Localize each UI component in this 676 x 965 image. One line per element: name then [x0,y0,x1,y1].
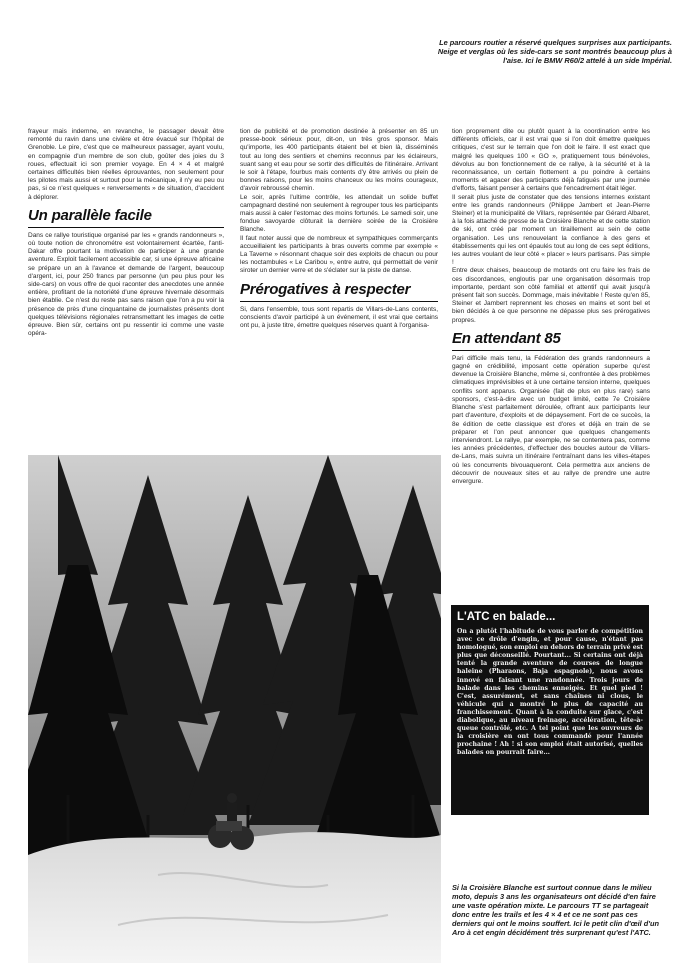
sidebar-body: On a plutôt l'habitude de vous parler de compétition avec ce drôle d'engin, et pour cause, n'étant pas homologué, son emploi en dehors de terrain privé est plus que déconseillé. Pourtant... Si certains ont déjà tenté la grande aventure de courses de longue haleine (Pharaons, Baja espagnole), nous avons innové en faisant une randonnée. Trois jours de balade dans les chemins enneigés. Et quel pied ! C'est, assurément, et sans chaînes ni clous, le véhicule qui a montré le plus de capacité au franchissement. Quant à la conduite sur glace, c'est diabolique, au niveau freinage, accélération, tête-à-queue contrôlé, etc. A tel point que les ouvreurs de la croisière en ont tous commandé pour l'année prochaine ! Ah ! si son emploi était autorisé, quelles balades on pourrait faire... [457,628,643,757]
paragraph: Entre deux chaises, beaucoup de motards ont cru faire les frais de ces discordances, engloutis par une organisation désormais trop importante, perdant son côté familial et attentif qui avait jusqu'à présent fait son succès. Dommage, mais inévitable ! Reste qu'en 85, Steiner et Jambert reprennent les choses en mains et sont bel et bien décidés à ce que personne ne dépasse plus ses prérogatives propres. [452,267,650,324]
snow-forest-photo [28,455,441,963]
sidebar-box-atc [451,605,649,815]
paragraph: frayeur mais indemne, en revanche, le passager devait être remonté du ravin dans une civière et être évacué sur l'hôpital de Grenoble. Le pire, c'est que ce malheureux passager, ayant voulu, en compagnie d'un membre de son club, goûter des joies du 3 roues, effectuait ici son premier voyage. En 4 × 4 et malgré certaines difficultés bien réelles éprouvantes, non seulement pour les pilotes mais aussi et surtout pour la mécanique, il n'y eu peu ou pas, si ce n'est quelques « renversements » de situation, d'accident à déplorer. [28,128,224,201]
sidebar-title: L'ATC en balade... [457,611,556,623]
paragraph: Il faut noter aussi que de nombreux et sympathiques commerçants accueillaient les participants à bras ouverts comme par exemple « La Taverne » résonnant chaque soir des exploits de chacun ou pour les noctambules « Le Caribou », entre autre, qui permettait de venir siroter un dernier verre et de s'éclater sur la piste de danse. [240,234,438,275]
photo-caption-top: Le parcours routier a réservé quelques surprises aux participants. Neige et verglas où les side-cars se sont montrés beaucoup plus à l'aise. Ici le BMW R60/2 attelé à un side Impérial. [437,38,672,65]
article-column-2 [240,128,438,330]
article-column-1 [28,128,224,338]
paragraph: Pari difficile mais tenu, la Fédération des grands randonneurs a gagné en crédibilité, imposant cette opération superbe qu'est devenue la Croisière Blanche, même si, confrontée à des problèmes climatiques imprévisibles et à une certaine tension interne, quelques conflits sont apparus. Organisée (fait de plus en plus rare) sans sponsors, c'est-à-dire avec un budget limité, cette 7e Croisière Blanche s'est parfaitement déroulée, offrant aux participants leur part d'aventure, d'exploits et de dépaysement. Fort de ce succès, la 8e édition de cette classique est d'ores et déjà en train de se préparer et l'on peut annoncer que quelques changements interviendront. Le rallye, par exemple, ne se contentera pas, comme les années précédentes, d'effectuer des boucles autour de Villars-de-Lans, mais suivra un itinéraire l'entraînant dans les villes-étapes où les concurrents bivouaqueront. Cela permettra aux anciens de découvrir de nouveaux sites et au rallye de prendre une autre envergure. [452,354,650,485]
paragraph: Si, dans l'ensemble, tous sont repartis de Villars-de-Lans contents, conscients d'avoir participé à un événement, il est vrai que certains ont pu, à juste titre, émettre quelques réserves quant à l'organisa- [240,305,438,330]
paragraph: Le soir, après l'ultime contrôle, les attendait un solide buffet campagnard destiné non seulement à regrouper tous les participants mais aussi à caler l'estomac des moins fortunés. Le samedi soir, une fondue savoyarde clôturait la dernière soirée de la Croisière Blanche. [240,193,439,234]
section-heading-attendant: En attendant 85 [452,330,650,351]
photo-caption-bottom: Si la Croisière Blanche est surtout connue dans le milieu moto, depuis 3 ans les organisateurs ont décidé d'en faire une vaste opération mixte. Le parcours TT se partageait donc entre les trails et les 4 × 4 et ce ne sont pas ces derniers qui ont le moins souffert. Ici le petit clin d'œil d'un Aro à cet engin décidément très surprenant qu'est l'ATC. [452,883,660,937]
section-heading-prerogatives: Prérogatives à respecter [240,281,438,302]
paragraph: tion de publicité et de promotion destinée à présenter en 85 un presse-book sérieux pour, dit-on, un très gros sponsor. Mais qu'importe, les 400 participants étaient bel et bien là, disséminés tout au long des sentiers et chemins reconnus par les éclaireurs, suant sang et eau pour se sortir des difficultés de l'itinéraire. Arrivant le soir à l'étape, fourbus mais contents d'y être arrivés ou plein de bonnes raisons, pour les moins chanceux ou les moins courageux, d'avoir rebroussé chemin. [240,128,438,193]
article-column-3 [452,128,650,486]
section-heading-parallele: Un parallèle facile [28,207,224,228]
paragraph: Dans ce rallye touristique organisé par les « grands randonneurs », où toute notion de chronométre est volontairement écartée, l'anti-Dakar offre pourtant la motivation de participer à une grande aventure. Exploit facilement accessible car, si une épreuve africaine se prépare un an à l'avance et demande de l'argent, beaucoup d'argent, ici, pour 250 francs par personne (un peu plus pour les side-cars) on vous offre de quoi raconter des anecdotes une année entière, profitant de la notoriété d'une épreuve hivernale désormais bien établie. Ce n'est du reste pas sans raison que l'on a pu voir la présence de près d'une cinquantaine de journalistes présents dont quelques télévisions régionales retransmettant les images de cette épreuve. Bien sûr, certains ont pu ressentir ici comme une vaste opéra- [28,231,224,338]
paragraph: Il serait plus juste de constater que des tensions internes existant entre les grands randonneurs (Philippe Jambert et Jean-Pierre Steiner) et la municipalité de Villars, représentée par Gérard Albaret, à la fois attaché de presse de la Croisière Blanche et de cette station de ski, ont créé par moment un tiraillement au sein de cette organisation. Les uns renouvelant la confiance à des gens et établissements qui les ont épaulés tout au long de ces sept éditions, les autres voulant de leur côté « placer » leurs partisans. Pas simple ! [452,193,651,267]
paragraph: tion proprement dite ou plutôt quant à la coordination entre les différents officiels, car il est vrai que si l'on doit émettre quelques critiques, c'est sur le terrain que l'on doit le faire. Il est exact que malgré les quelques 100 « GO », pratiquement tous bénévoles, dévolus au bon fonctionnement de ce rallye, à la sécurité et à la reconnaissance, un certain flottement a pu poindre à certains moments et agacer des participants déjà fatigués par une journée d'efforts, faisant penser à certains que l'encadrement était léger. [452,128,650,193]
